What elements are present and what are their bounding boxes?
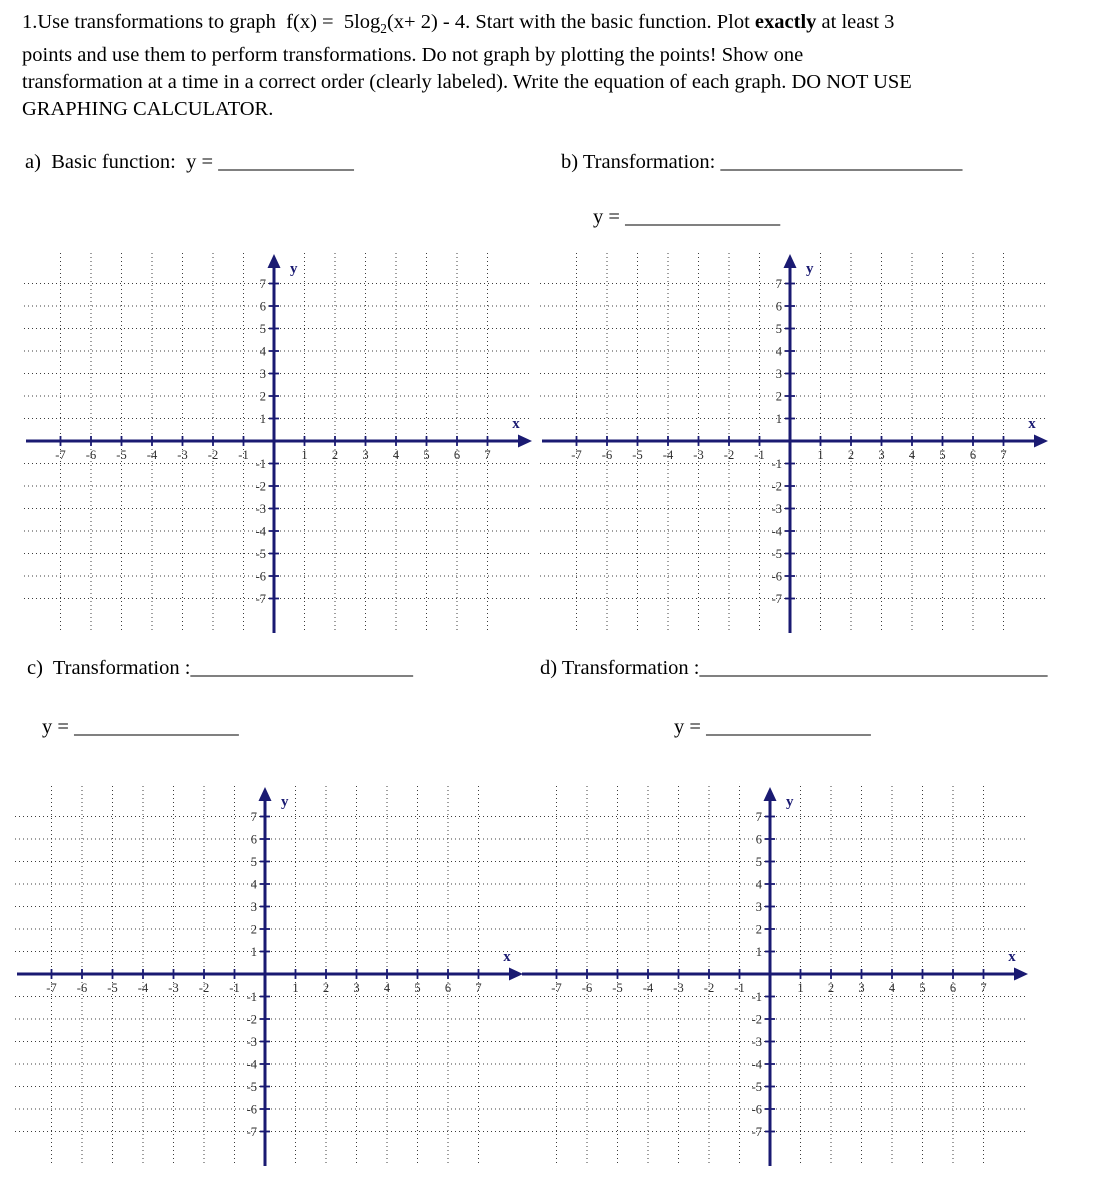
part-c-heading [27, 657, 412, 680]
svg-text:-1: -1 [754, 448, 765, 462]
svg-text:-5: -5 [255, 547, 266, 561]
part-d-equation-prefix: y = [674, 716, 707, 738]
svg-text:1: 1 [259, 412, 266, 426]
svg-text:-4: -4 [246, 1057, 257, 1072]
svg-text:5: 5 [919, 981, 926, 995]
svg-text:-2: -2 [246, 1012, 257, 1027]
svg-text:-2: -2 [751, 1012, 762, 1027]
part-b-answer-blank: _________________________ [720, 151, 962, 173]
svg-text:3: 3 [353, 981, 360, 995]
svg-text:-4: -4 [137, 981, 149, 995]
svg-text:3: 3 [362, 448, 369, 462]
svg-text:-6: -6 [76, 981, 88, 995]
svg-text:y: y [290, 261, 298, 277]
part-b-label: Transformation: [582, 151, 721, 173]
svg-text:4: 4 [383, 981, 391, 995]
svg-text:2: 2 [847, 448, 855, 462]
svg-text:6: 6 [250, 832, 257, 847]
svg-text:1: 1 [755, 945, 762, 959]
svg-text:5: 5 [939, 448, 946, 462]
svg-text:3: 3 [878, 448, 885, 462]
svg-text:-2: -2 [255, 479, 266, 494]
svg-text:-5: -5 [107, 981, 118, 995]
statement-bold-word: exactly [754, 11, 817, 33]
coordinate-grid-d [520, 784, 1030, 1166]
part-a-prefix: a) [25, 151, 52, 173]
svg-text:-5: -5 [751, 1080, 762, 1094]
svg-text:4: 4 [888, 981, 896, 995]
part-c-equation-line [42, 716, 238, 739]
svg-text:-5: -5 [116, 448, 127, 462]
svg-text:4: 4 [250, 877, 257, 892]
svg-text:-1: -1 [246, 990, 257, 1004]
svg-text:4: 4 [908, 448, 916, 462]
graph-d-container [520, 784, 1030, 1166]
svg-text:x: x [1028, 416, 1036, 432]
graph-a-container [24, 251, 534, 633]
svg-text:7: 7 [484, 448, 491, 462]
svg-text:7: 7 [980, 981, 987, 995]
part-b-heading [561, 151, 962, 174]
svg-text:2: 2 [259, 389, 266, 404]
svg-text:-3: -3 [246, 1035, 257, 1049]
svg-text:-7: -7 [751, 1125, 762, 1139]
svg-text:-5: -5 [612, 981, 623, 995]
svg-text:-2: -2 [771, 479, 782, 494]
svg-text:-3: -3 [751, 1035, 762, 1049]
svg-text:-2: -2 [723, 448, 735, 462]
svg-text:5: 5 [250, 855, 257, 869]
svg-text:1: 1 [797, 981, 804, 995]
svg-text:7: 7 [775, 277, 782, 291]
svg-text:7: 7 [755, 810, 762, 824]
svg-text:-7: -7 [255, 592, 266, 606]
part-b-prefix: b) [561, 151, 583, 173]
svg-text:1: 1 [250, 945, 257, 959]
svg-text:x: x [503, 949, 511, 965]
svg-text:-4: -4 [662, 448, 674, 462]
statement-text: at least 3 [816, 11, 895, 33]
part-c-equation-prefix: y = [42, 716, 75, 738]
svg-text:-3: -3 [255, 502, 266, 516]
problem-statement-line-1 [22, 9, 1084, 42]
svg-text:5: 5 [259, 322, 266, 336]
svg-text:y: y [806, 261, 814, 277]
problem-statement-line-3: transformation at a time in a correct order (clearly labeled). Write the equation of each graph. DO NOT USE [22, 71, 912, 94]
svg-text:6: 6 [453, 448, 461, 462]
part-d-answer-blank: ____________________________________ [699, 657, 1047, 679]
svg-text:-3: -3 [168, 981, 179, 995]
statement-text: (x+ 2) - 4. Start with the basic function. Plot [386, 11, 755, 33]
svg-text:5: 5 [775, 322, 782, 336]
problem-statement-line-4: GRAPHING CALCULATOR. [22, 98, 274, 121]
svg-text:7: 7 [259, 277, 266, 291]
svg-text:5: 5 [755, 855, 762, 869]
part-c-answer-blank: _______________________ [190, 657, 413, 679]
svg-text:4: 4 [259, 344, 266, 359]
svg-text:1: 1 [292, 981, 299, 995]
svg-text:3: 3 [259, 367, 266, 381]
svg-text:-4: -4 [751, 1057, 762, 1072]
svg-text:2: 2 [755, 922, 762, 937]
log-base-subscript: 2 [380, 21, 387, 37]
coordinate-grid-b [540, 251, 1050, 633]
svg-text:-1: -1 [751, 990, 762, 1004]
svg-text:6: 6 [755, 832, 762, 847]
part-d-heading [540, 657, 1047, 680]
svg-text:1: 1 [301, 448, 308, 462]
svg-text:-6: -6 [771, 569, 782, 584]
statement-text: 1.Use transformations to graph f(x) = 5log [22, 11, 381, 33]
svg-text:2: 2 [775, 389, 782, 404]
svg-text:7: 7 [1000, 448, 1007, 462]
svg-text:7: 7 [475, 981, 482, 995]
svg-text:-6: -6 [751, 1102, 762, 1117]
part-d-equation-blank: _________________ [706, 716, 871, 738]
problem-statement-line-2: points and use them to perform transformations. Do not graph by plotting the points! Show one [22, 44, 804, 67]
svg-text:-3: -3 [177, 448, 188, 462]
svg-text:-1: -1 [255, 457, 266, 471]
svg-text:-2: -2 [703, 981, 715, 995]
svg-text:-7: -7 [55, 448, 66, 462]
svg-text:-7: -7 [46, 981, 57, 995]
svg-text:3: 3 [858, 981, 865, 995]
problem-statement [22, 9, 1084, 123]
svg-text:-7: -7 [771, 592, 782, 606]
svg-text:-5: -5 [771, 547, 782, 561]
svg-text:3: 3 [250, 900, 257, 914]
svg-text:-6: -6 [85, 448, 97, 462]
graph-b-container [540, 251, 1050, 633]
svg-text:3: 3 [755, 900, 762, 914]
svg-text:-2: -2 [198, 981, 210, 995]
svg-text:-1: -1 [771, 457, 782, 471]
part-b-equation-line [593, 206, 779, 229]
part-d-prefix: d) [540, 657, 562, 679]
svg-text:6: 6 [775, 299, 782, 314]
coordinate-grid-c [15, 784, 525, 1166]
part-c-label: Transformation : [52, 657, 191, 679]
svg-text:5: 5 [414, 981, 421, 995]
svg-text:-1: -1 [238, 448, 249, 462]
svg-text:2: 2 [827, 981, 835, 995]
svg-text:-4: -4 [146, 448, 158, 462]
svg-text:-4: -4 [771, 524, 782, 539]
svg-text:-6: -6 [601, 448, 613, 462]
part-b-equation-prefix: y = [593, 206, 626, 228]
svg-text:3: 3 [775, 367, 782, 381]
graph-c-container [15, 784, 525, 1166]
svg-text:2: 2 [331, 448, 339, 462]
part-a-answer-blank: ______________ [218, 151, 354, 173]
svg-text:5: 5 [423, 448, 430, 462]
svg-text:6: 6 [444, 981, 452, 995]
svg-text:-1: -1 [229, 981, 240, 995]
svg-text:-2: -2 [207, 448, 219, 462]
svg-text:-7: -7 [551, 981, 562, 995]
svg-text:4: 4 [392, 448, 400, 462]
svg-text:1: 1 [817, 448, 824, 462]
svg-text:6: 6 [949, 981, 957, 995]
part-a-equation-prefix: y = [186, 151, 219, 173]
svg-text:y: y [786, 794, 794, 810]
svg-text:1: 1 [775, 412, 782, 426]
svg-text:-6: -6 [255, 569, 266, 584]
part-a-heading [25, 151, 353, 174]
part-c-equation-blank: _________________ [74, 716, 239, 738]
svg-text:7: 7 [250, 810, 257, 824]
svg-text:-5: -5 [246, 1080, 257, 1094]
svg-text:y: y [281, 794, 289, 810]
svg-text:-5: -5 [632, 448, 643, 462]
svg-text:4: 4 [755, 877, 762, 892]
svg-text:2: 2 [250, 922, 257, 937]
part-d-equation-line [674, 716, 870, 739]
svg-text:6: 6 [259, 299, 266, 314]
coordinate-grid-a [24, 251, 534, 633]
svg-text:x: x [512, 416, 520, 432]
svg-text:-3: -3 [673, 981, 684, 995]
part-d-label: Transformation : [561, 657, 700, 679]
svg-text:4: 4 [775, 344, 782, 359]
part-c-prefix: c) [27, 657, 53, 679]
svg-text:-4: -4 [255, 524, 266, 539]
svg-text:-7: -7 [246, 1125, 257, 1139]
svg-text:-7: -7 [571, 448, 582, 462]
svg-text:x: x [1008, 949, 1016, 965]
svg-text:-3: -3 [771, 502, 782, 516]
svg-text:-3: -3 [693, 448, 704, 462]
svg-text:-1: -1 [734, 981, 745, 995]
svg-text:-6: -6 [246, 1102, 257, 1117]
svg-text:2: 2 [322, 981, 330, 995]
part-b-equation-blank: ________________ [625, 206, 780, 228]
part-a-label: Basic function: [51, 151, 187, 173]
svg-text:-6: -6 [581, 981, 593, 995]
svg-text:6: 6 [969, 448, 977, 462]
svg-text:-4: -4 [642, 981, 654, 995]
